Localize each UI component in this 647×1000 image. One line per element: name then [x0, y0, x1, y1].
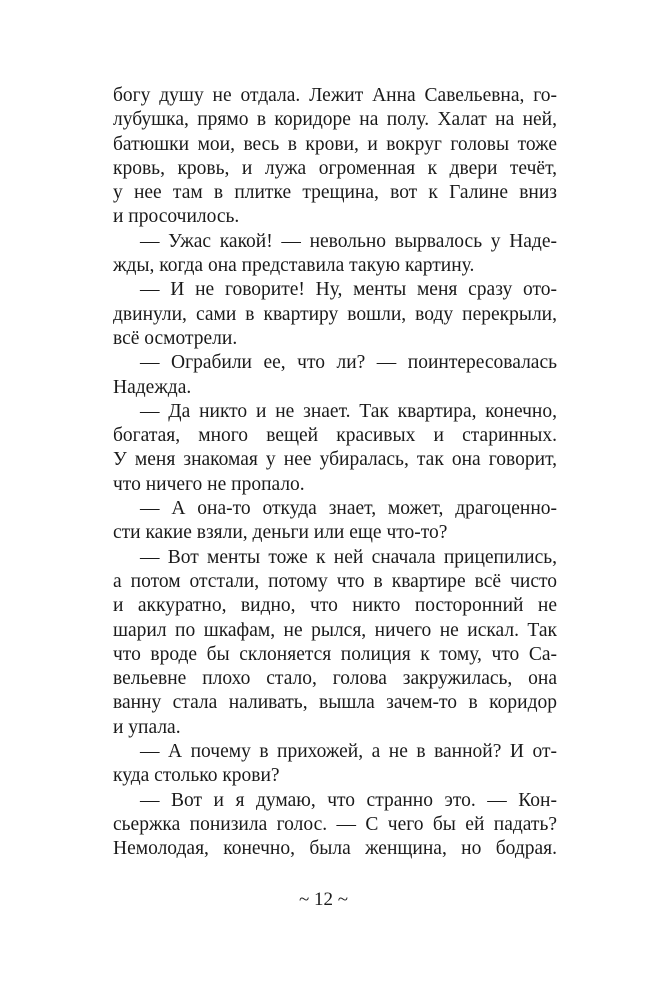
- text-line: Надежда.: [113, 376, 192, 398]
- book-page-text: [113, 84, 557, 862]
- text-line: куда столько крови?: [113, 765, 280, 787]
- text-line: жды, когда она представила такую картину.: [113, 255, 475, 277]
- text-line: и упала.: [113, 716, 181, 738]
- text-line: — Ужас какой! — невольно вырвалось у Наде-: [140, 230, 557, 252]
- text-line: — Вот и я думаю, что странно это. — Кон-: [140, 789, 557, 811]
- text-line: шарил по шкафам, не рылся, ничего не искал. Так: [113, 619, 557, 641]
- text-line: двинули, сами в квартиру вошли, воду перекрыли,: [113, 303, 557, 325]
- text-line: всё осмотрели.: [113, 327, 238, 349]
- text-line: — Да никто и не знает. Так квартира, конечно,: [140, 400, 557, 422]
- text-line: вельевне плохо стало, голова закружилась, она: [113, 668, 557, 690]
- text-line: лубушка, прямо в коридоре на полу. Халат на ней,: [113, 109, 557, 131]
- text-line: у нее там в плитке трещина, вот к Галине вниз: [113, 182, 557, 204]
- text-line: ванну стала наливать, вышла зачем-то в коридор: [113, 692, 557, 714]
- text-line: — И не говорите! Ну, менты меня сразу ото-: [140, 279, 557, 301]
- text-line: богатая, много вещей красивых и старинных.: [113, 425, 557, 447]
- text-line: Немолодая, конечно, была женщина, но бодрая.: [113, 838, 557, 860]
- text-line: батюшки мои, весь в крови, и вокруг головы тоже: [113, 133, 557, 155]
- text-line: и просочилось.: [113, 206, 240, 228]
- text-line: — А она-то откуда знает, может, драгоценно-: [140, 498, 557, 520]
- page-number: ~ 12 ~: [298, 889, 349, 910]
- text-line: а потом отстали, потому что в квартире всё чисто: [113, 570, 557, 592]
- text-line: и аккуратно, видно, что никто посторонний не: [113, 595, 557, 617]
- text-line: — А почему в прихожей, а не в ванной? И от-: [140, 741, 557, 763]
- text-line: — Ограбили ее, что ли? — поинтересовалась: [140, 352, 557, 374]
- text-line: сьержка понизила голос. — С чего бы ей падать?: [113, 813, 557, 835]
- text-line: У меня знакомая у нее убиралась, так она говорит,: [113, 449, 557, 471]
- text-line: кровь, кровь, и лужа огроменная к двери течёт,: [113, 157, 557, 179]
- text-line: богу душу не отдала. Лежит Анна Савельевна, го-: [113, 85, 557, 106]
- text-line: сти какие взяли, деньги или еще что-то?: [113, 522, 448, 544]
- text-line: — Вот менты тоже к ней сначала прицепились,: [140, 546, 557, 568]
- text-line: что вроде бы склоняется полиция к тому, что Са-: [113, 643, 557, 665]
- text-line: что ничего не пропало.: [113, 473, 305, 495]
